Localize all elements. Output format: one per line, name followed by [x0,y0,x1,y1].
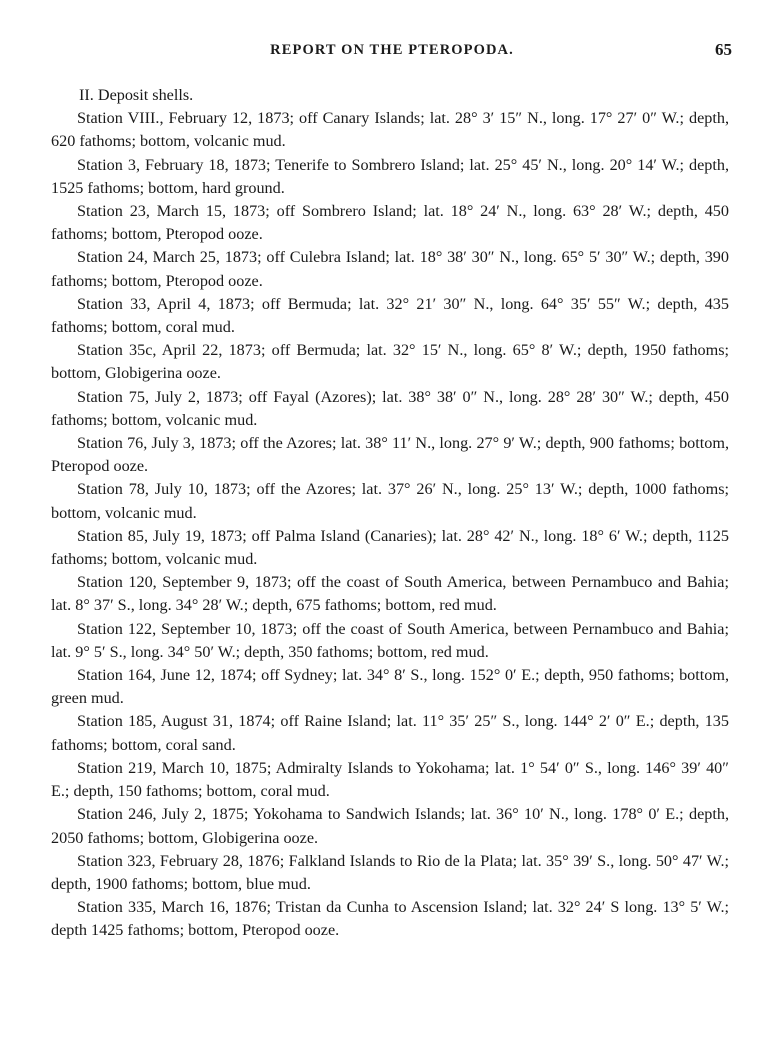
station-entry: Station 122, September 10, 1873; off the coast of South America, between Pernambuco and Bahia; lat. 9° 5′ S., long. 34° 50′ W.; depth, 350 fathoms; bottom, red mud. [51,619,729,661]
page-number: 65 [715,40,732,59]
station-entry: Station VIII., February 12, 1873; off Canary Islands; lat. 28° 3′ 15″ N., long. 17° 27′ 0″ W.; depth, 620 fathoms; bottom, volcanic mud. [51,109,729,151]
station-entry: Station 219, March 10, 1875; Admiralty Islands to Yokohama; lat. 1° 54′ 0″ S., long. 146° 39′ 40″ E.; depth, 150 fathoms; bottom, coral mud. [51,758,729,801]
running-title: REPORT ON THE PTEROPODA. [270,42,514,58]
station-entry: Station 246, July 2, 1875; Yokohama to Sandwich Islands; lat. 36° 10′ N., long. 178° 0′ E.; depth, 2050 fathoms; bottom, Globigerina ooze. [51,805,729,847]
station-entry: Station 85, July 19, 1873; off Palma Island (Canaries); lat. 28° 42′ N., long. 18° 6′ W.; depth, 1125 fathoms; bottom, volcanic mud. [51,526,729,569]
station-entry: Station 75, July 2, 1873; off Fayal (Azores); lat. 38° 38′ 0″ N., long. 28° 28′ 30″ W.; depth, 450 fathoms; bottom, volcanic mud. [51,387,729,429]
station-entry: Station 323, February 28, 1876; Falkland Islands to Rio de la Plata; lat. 35° 39′ S., long. 50° 47′ W.; depth, 1900 fathoms; bottom, blue mud. [51,851,729,893]
station-entry: Station 76, July 3, 1873; off the Azores; lat. 38° 11′ N., long. 27° 9′ W.; depth, 900 fathoms; bottom, Pteropod ooze. [51,434,729,476]
station-entry: Station 35c, April 22, 1873; off Bermuda; lat. 32° 15′ N., long. 65° 8′ W.; depth, 1950 fathoms; bottom, Globigerina ooze. [51,341,729,383]
station-entry: Station 24, March 25, 1873; off Culebra Island; lat. 18° 38′ 30″ N., long. 65° 5′ 30″ W.; depth, 390 fathoms; bottom, Pteropod ooze. [51,248,729,290]
station-entry: Station 3, February 18, 1873; Tenerife to Sombrero Island; lat. 25° 45′ N., long. 20° 14′ W.; depth, 1525 fathoms; bottom, hard ground. [51,155,729,197]
station-entry: Station 120, September 9, 1873; off the coast of South America, between Pernambuco and Bahia; lat. 8° 37′ S., long. 34° 28′ W.; depth, 675 fathoms; bottom, red mud. [51,573,729,615]
running-head [52,42,732,66]
station-entry: Station 335, March 16, 1876; Tristan da Cunha to Ascension Island; lat. 32° 24′ S long. 13° 5′ W.; depth 1425 fathoms; bottom, Pteropod ooze. [51,898,729,940]
station-entry: Station 23, March 15, 1873; off Sombrero Island; lat. 18° 24′ N., long. 63° 28′ W.; depth, 450 fathoms; bottom, Pteropod ooze. [51,202,729,244]
station-entry: Station 78, July 10, 1873; off the Azores; lat. 37° 26′ N., long. 25° 13′ W.; depth, 1000 fathoms; bottom, volcanic mud. [51,480,729,522]
section-heading: II. Deposit shells. [79,86,194,104]
station-entry: Station 185, August 31, 1874; off Raine Island; lat. 11° 35′ 25″ S., long. 144° 2′ 0″ E.; depth, 135 fathoms; bottom, coral sand. [51,712,729,754]
station-entry: Station 33, April 4, 1873; off Bermuda; lat. 32° 21′ 30″ N., long. 64° 35′ 55″ W.; depth, 435 fathoms; bottom, coral mud. [51,294,729,337]
station-entry: Station 164, June 12, 1874; off Sydney; lat. 34° 8′ S., long. 152° 0′ E.; depth, 950 fathoms; bottom, green mud. [51,666,729,708]
page-body [51,84,729,943]
